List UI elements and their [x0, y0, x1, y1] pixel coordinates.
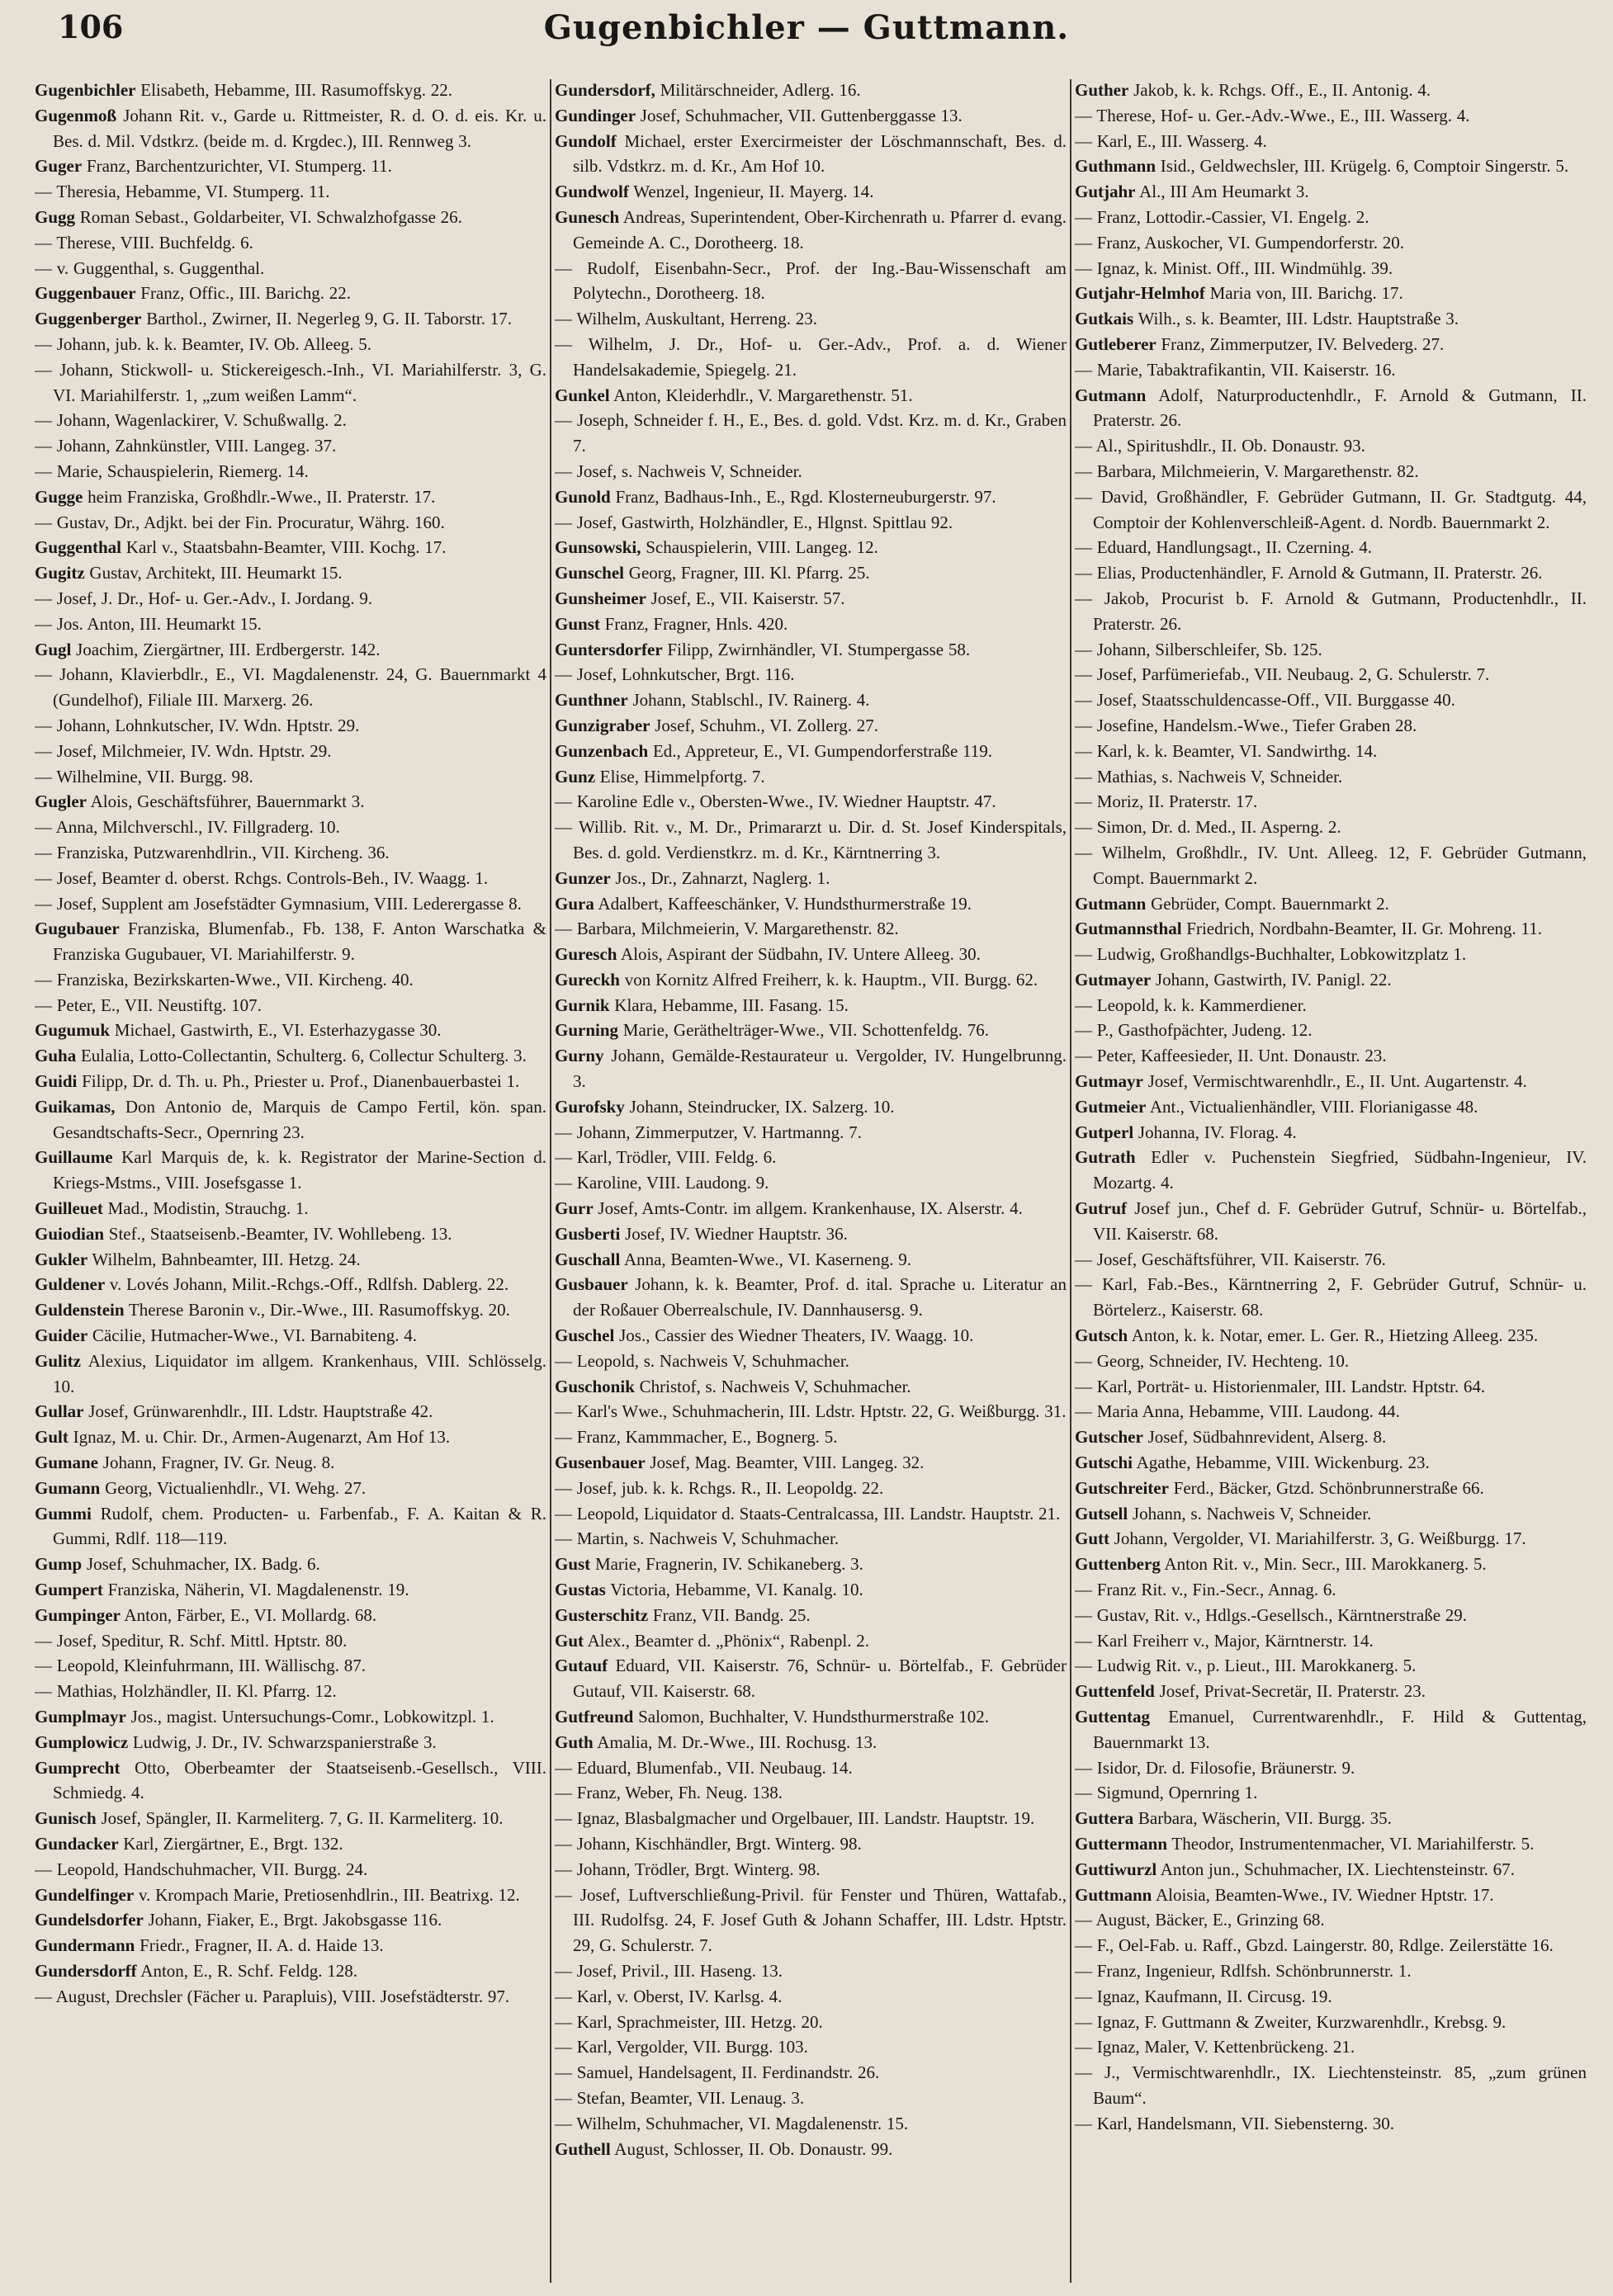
columns-container — [35, 78, 1587, 2289]
directory-entry: Guschall Anna, Beamten-Wwe., VI. Kaserneng. 9. — [555, 1249, 911, 1269]
directory-entry: Gundersdorff Anton, E., R. Schf. Feldg. 128. — [35, 1960, 357, 1981]
directory-entry: Gulitz Alexius, Liquidator im allgem. Krankenhaus, VIII. Schlösselg. 10. — [35, 1350, 546, 1396]
directory-entry: — Barbara, Milchmeierin, V. Margarethenstr. 82. — [1075, 461, 1419, 481]
directory-entry: Guntersdorfer Filipp, Zwirnhändler, VI. Stumpergasse 58. — [555, 639, 971, 659]
directory-entry: Guttentag Emanuel, Currentwarenhdlr., F. Hild & Guttentag, Bauernmarkt 13. — [1075, 1707, 1587, 1752]
directory-entry: — Karl, Vergolder, VII. Burgg. 103. — [555, 2037, 808, 2057]
directory-entry: Guggenberger Barthol., Zwirner, II. Negerleg 9, G. II. Taborstr. 17. — [35, 309, 512, 329]
directory-entry: Gunzenbach Ed., Appreteur, E., VI. Gumpendorferstraße 119. — [555, 740, 992, 761]
directory-entry: Gureckh von Kornitz Alfred Freiherr, k. k. Hauptm., VII. Burgg. 62. — [555, 969, 1038, 990]
directory-entry: Guttera Barbara, Wäscherin, VII. Burgg. 35. — [1075, 1808, 1392, 1829]
directory-entry: Gunzer Jos., Dr., Zahnarzt, Naglerg. 1. — [555, 867, 830, 888]
directory-entry: — Karl, Fab.-Bes., Kärntnerring 2, F. Gebrüder Gutruf, Schnür- u. Börtelerz., Kaiserstr. 68. — [1075, 1274, 1587, 1320]
directory-entry: — Josef, Gastwirth, Holzhändler, E., Hlgnst. Spittlau 92. — [555, 512, 953, 532]
directory-entry: Guiodian Stef., Staatseisenb.-Beamter, IV. Wohllebeng. 13. — [35, 1223, 452, 1244]
directory-entry: Gutmeier Ant., Victualienhändler, VIII. Florianigasse 48. — [1075, 1096, 1478, 1117]
directory-entry: — Johann, Stickwoll- u. Stickereigesch.-Inh., VI. Mariahilferstr. 3, G. VI. Mariahilferstr. 1, „zum weißen Lamm“. — [35, 359, 546, 405]
directory-entry: — Ignaz, Maler, V. Kettenbrückeng. 21. — [1075, 2037, 1355, 2057]
directory-entry: — Rudolf, Eisenbahn-Secr., Prof. der Ing.-Bau-Wissenschaft am Polytechn., Dorotheerg. 18. — [555, 257, 1067, 304]
directory-entry: Gutmayr Josef, Vermischtwarenhdlr., E., II. Unt. Augartenstr. 4. — [1075, 1071, 1527, 1092]
directory-entry: — Johann, Trödler, Brgt. Winterg. 98. — [555, 1859, 821, 1879]
directory-entry: Gurnik Klara, Hebamme, III. Fasang. 15. — [555, 994, 849, 1015]
directory-entry: Guilleuet Mad., Modistin, Strauchg. 1. — [35, 1198, 309, 1219]
directory-entry: — David, Großhändler, F. Gebrüder Gutmann, II. Gr. Stadtgutg. 44, Comptoir der Kohlenverschleiß-Agent. d. Nordb. Bauernmarkt 2. — [1075, 486, 1587, 532]
directory-entry: Gugenmoß Johann Rit. v., Garde u. Rittmeister, R. d. O. d. eis. Kr. u. Bes. d. Mil. Vdstkrz. (beide m. d. Krgdec.), III. Rennweg 3. — [35, 105, 546, 151]
directory-entry: — Wilhelm, Großhdlr., IV. Unt. Alleeg. 12, F. Gebrüder Gutmann, Compt. Bauernmarkt 2. — [1075, 842, 1587, 888]
directory-entry: Gunesch Andreas, Superintendent, Ober-Kirchenrath u. Pfarrer d. evang. Gemeinde A. C., Dorotheerg. 18. — [555, 206, 1067, 253]
directory-entry: Gusterschitz Franz, VII. Bandg. 25. — [555, 1604, 811, 1625]
directory-entry: — August, Bäcker, E., Grinzing 68. — [1075, 1910, 1325, 1930]
directory-entry: — Stefan, Beamter, VII. Lenaug. 3. — [555, 2087, 805, 2108]
directory-entry: Gumpinger Anton, Färber, E., VI. Mollardg. 68. — [35, 1604, 377, 1625]
directory-entry: — Mathias, Holzhändler, II. Kl. Pfarrg. 12. — [35, 1681, 337, 1702]
directory-entry: — Moriz, II. Praterstr. 17. — [1075, 791, 1258, 812]
directory-entry: Guttiwurzl Anton jun., Schuhmacher, IX. Liechtensteinstr. 67. — [1075, 1859, 1515, 1879]
directory-entry: Guha Eulalia, Lotto-Collectantin, Schulterg. 6, Collectur Schulterg. 3. — [35, 1046, 527, 1066]
directory-entry: Guggenbauer Franz, Offic., III. Barichg. 22. — [35, 283, 351, 304]
directory-entry: — Franz, Weber, Fh. Neug. 138. — [555, 1783, 783, 1803]
directory-entry: Gundelfinger v. Krompach Marie, Pretiosenhdlrin., III. Beatrixg. 12. — [35, 1884, 520, 1905]
directory-entry: Gutjahr-Helmhof Maria von, III. Barichg. 17. — [1075, 283, 1403, 304]
directory-entry: Guldenstein Therese Baronin v., Dir.-Wwe., III. Rasumoffskyg. 20. — [35, 1300, 510, 1320]
directory-entry: Gutrath Edler v. Puchenstein Siegfried, Südbahn-Ingenieur, IV. Mozartg. 4. — [1075, 1147, 1587, 1193]
directory-entry: — Franz, Auskocher, VI. Gumpendorferstr. 20. — [1075, 232, 1405, 253]
directory-entry: Gutjahr Al., III Am Heumarkt 3. — [1075, 182, 1309, 202]
directory-entry: — Anna, Milchverschl., IV. Fillgraderg. 10. — [35, 817, 340, 838]
directory-entry: Gugenbichler Elisabeth, Hebamme, III. Rasumoffskyg. 22. — [35, 80, 453, 100]
directory-entry: Gunschel Georg, Fragner, III. Kl. Pfarrg. 25. — [555, 563, 870, 583]
directory-entry: Gundinger Josef, Schuhmacher, VII. Guttenberggasse 13. — [555, 105, 963, 125]
directory-entry: Gullar Josef, Grünwarenhdlr., III. Ldstr. Hauptstraße 42. — [35, 1401, 433, 1422]
directory-entry: — Johann, Lohnkutscher, IV. Wdn. Hptstr. 29. — [35, 715, 360, 735]
directory-entry: Gundermann Friedr., Fragner, II. A. d. Haide 13. — [35, 1935, 384, 1956]
directory-entry: Gutperl Johanna, IV. Florag. 4. — [1075, 1122, 1297, 1142]
directory-entry: Gutfreund Salomon, Buchhalter, V. Hundsthurmerstraße 102. — [555, 1707, 990, 1727]
directory-entry: Guider Cäcilie, Hutmacher-Wwe., VI. Barnabiteng. 4. — [35, 1325, 417, 1346]
directory-entry: Gunold Franz, Badhaus-Inh., E., Rgd. Klosterneuburgerstr. 97. — [555, 486, 996, 507]
directory-entry: Gusenbauer Josef, Mag. Beamter, VIII. Langeg. 32. — [555, 1453, 925, 1473]
directory-entry: Gutscher Josef, Südbahnrevident, Alserg. 8. — [1075, 1427, 1387, 1448]
directory-entry: — Jakob, Procurist b. F. Arnold & Gutmann, Productenhdlr., II. Praterstr. 26. — [1075, 588, 1587, 634]
directory-entry: Gutmannsthal Friedrich, Nordbahn-Beamter, II. Gr. Mohreng. 11. — [1075, 919, 1542, 939]
directory-entry: — Joseph, Schneider f. H., E., Bes. d. gold. Vdst. Krz. m. d. Kr., Graben 7. — [555, 410, 1067, 456]
directory-entry: — Josef, Speditur, R. Schf. Mittl. Hptstr. 80. — [35, 1630, 348, 1651]
directory-entry: — Karl, k. k. Beamter, VI. Sandwirthg. 14. — [1075, 740, 1378, 761]
directory-entry: Gunsowski, Schauspielerin, VIII. Langeg. 12. — [555, 537, 878, 558]
directory-entry: — Franz, Kammmacher, E., Bognerg. 5. — [555, 1427, 838, 1448]
directory-entry: — Josef, Luftverschließung-Privil. für Fenster und Thüren, Wattafab., III. Rudolfsg. 24, F. Josef Guth & Johann Schaffer, III. Ldstr. Hptstr. 29, G. Schulerstr. 7. — [555, 1884, 1067, 1956]
directory-entry: — Ludwig Rit. v., p. Lieut., III. Marokkanerg. 5. — [1075, 1656, 1417, 1676]
directory-entry: — Karoline, VIII. Laudong. 9. — [555, 1173, 769, 1193]
running-head: Gugenbichler — Guttmann. — [543, 8, 1070, 47]
directory-entry: — Karl, Handelsmann, VII. Siebensterng. 30. — [1075, 2113, 1395, 2133]
directory-entry: — Ignaz, Kaufmann, II. Circusg. 19. — [1075, 1986, 1332, 2006]
directory-entry: Gusberti Josef, IV. Wiedner Hauptstr. 36. — [555, 1223, 848, 1244]
directory-entry: — Karoline Edle v., Obersten-Wwe., IV. Wiedner Hauptstr. 47. — [555, 791, 996, 812]
directory-entry: Gunz Elise, Himmelpfortg. 7. — [555, 766, 765, 787]
directory-entry: — Gustav, Rit. v., Hdlgs.-Gesellsch., Kärntnerstraße 29. — [1075, 1604, 1468, 1625]
directory-entry: — Wilhelm, Schuhmacher, VI. Magdalenenstr. 15. — [555, 2113, 909, 2133]
directory-entry: Gump Josef, Schuhmacher, IX. Badg. 6. — [35, 1554, 320, 1575]
directory-entry: — Willib. Rit. v., M. Dr., Primararzt u. Dir. d. St. Josef Kinderspitals, Bes. d. gold. Verdienstkrz. m. d. Kr., Kärntnerring 3. — [555, 817, 1067, 862]
directory-entry: — Ludwig, Großhandlgs-Buchhalter, Lobkowitzplatz 1. — [1075, 944, 1467, 965]
directory-entry: Gundacker Karl, Ziergärtner, E., Brgt. 132. — [35, 1833, 343, 1854]
directory-entry: — Peter, E., VII. Neustiftg. 107. — [35, 994, 262, 1015]
directory-entry: Gutmann Adolf, Naturproductenhdlr., F. Arnold & Gutmann, II. Praterstr. 26. — [1075, 385, 1587, 431]
directory-entry: Gutschi Agathe, Hebamme, VIII. Wickenburg. 23. — [1075, 1453, 1430, 1473]
directory-entry: — Franz, Ingenieur, Rdlfsh. Schönbrunnerstr. 1. — [1075, 1960, 1412, 1981]
directory-entry: Guger Franz, Barchentzurichter, VI. Stumperg. 11. — [35, 156, 392, 177]
directory-entry: Gundersdorf, Militärschneider, Adlerg. 16. — [555, 80, 861, 100]
directory-entry: — August, Drechsler (Fächer u. Parapluis), VIII. Josefstädterstr. 97. — [35, 1986, 510, 2006]
directory-entry: Gutkais Wilh., s. k. Beamter, III. Ldstr. Hauptstraße 3. — [1075, 309, 1459, 329]
directory-entry: Gumann Georg, Victualienhdlr., VI. Wehg. 27. — [35, 1477, 367, 1498]
directory-entry: Gust Marie, Fragnerin, IV. Schikaneberg. 3. — [555, 1554, 863, 1575]
directory-entry: — Al., Spiritushdlr., II. Ob. Donaustr. 93. — [1075, 436, 1365, 456]
directory-entry: — Johann, Wagenlackirer, V. Schußwallg. 2. — [35, 410, 347, 431]
directory-entry: Gutsell Johann, s. Nachweis V, Schneider. — [1075, 1503, 1372, 1524]
directory-entry: — Johann, Klavierbdlr., E., VI. Magdalenenstr. 24, G. Bauernmarkt 4 (Gundelhof), Filiale III. Marxerg. 26. — [35, 664, 546, 711]
directory-entry: Gutmann Gebrüder, Compt. Bauernmarkt 2. — [1075, 893, 1389, 914]
directory-entry: — Marie, Schauspielerin, Riemerg. 14. — [35, 461, 309, 481]
directory-entry: — Josefine, Handelsm.-Wwe., Tiefer Graben 28. — [1075, 715, 1417, 735]
directory-entry: — Josef, Supplent am Josefstädter Gymnasium, VIII. Lederergasse 8. — [35, 893, 522, 914]
directory-entry: — Karl, Porträt- u. Historienmaler, III. Landstr. Hptstr. 64. — [1075, 1376, 1486, 1396]
directory-entry: — Theresia, Hebamme, VI. Stumperg. 11. — [35, 182, 330, 202]
directory-entry: Gunst Franz, Fragner, Hnls. 420. — [555, 613, 788, 634]
directory-entry: Gumprecht Otto, Oberbeamter der Staatseisenb.-Gesellsch., VIII. Schmiedg. 4. — [35, 1757, 546, 1803]
directory-entry: Gurny Johann, Gemälde-Restaurateur u. Vergolder, IV. Hungelbrunng. 3. — [555, 1046, 1067, 1092]
directory-entry: — Wilhelm, J. Dr., Hof- u. Ger.-Adv., Prof. a. d. Wiener Handelsakademie, Spiegelg. 21. — [555, 333, 1067, 380]
directory-entry: — Josef, Geschäftsführer, VII. Kaiserstr. 76. — [1075, 1249, 1386, 1269]
directory-entry: — Josef, jub. k. k. Rchgs. R., II. Leopoldg. 22. — [555, 1477, 884, 1498]
directory-entry: Gugl Joachim, Ziergärtner, III. Erdbergerstr. 142. — [35, 639, 381, 659]
directory-entry: — Samuel, Handelsagent, II. Ferdinandstr. 26. — [555, 2062, 880, 2083]
directory-entry: Guttermann Theodor, Instrumentenmacher, VI. Mariahilferstr. 5. — [1075, 1833, 1535, 1854]
directory-entry: Guidi Filipp, Dr. d. Th. u. Ph., Priester u. Prof., Dianenbauerbastei 1. — [35, 1071, 520, 1092]
directory-entry: — Karl Freiherr v., Major, Kärntnerstr. 14. — [1075, 1630, 1374, 1651]
directory-entry: Gunkel Anton, Kleiderhdlr., V. Margarethenstr. 51. — [555, 385, 913, 405]
directory-entry: Gutt Johann, Vergolder, VI. Mariahilferstr. 3, G. Weißburgg. 17. — [1075, 1528, 1526, 1549]
directory-entry: — Sigmund, Opernring 1. — [1075, 1783, 1258, 1803]
directory-entry: — Josef, Parfümeriefab., VII. Neubaug. 2, G. Schulerstr. 7. — [1075, 664, 1490, 685]
directory-entry: — Martin, s. Nachweis V, Schuhmacher. — [555, 1528, 840, 1549]
directory-entry: — Franziska, Bezirkskarten-Wwe., VII. Kircheng. 40. — [35, 969, 414, 990]
directory-entry: — Josef, Privil., III. Haseng. 13. — [555, 1960, 783, 1981]
column-2 — [555, 78, 1067, 2289]
directory-entry: — Ignaz, k. Minist. Off., III. Windmühlg. 39. — [1075, 257, 1393, 278]
directory-entry: Gutmayer Johann, Gastwirth, IV. Panigl. 22. — [1075, 969, 1392, 990]
directory-entry: Gutschreiter Ferd., Bäcker, Gtzd. Schönbrunnerstraße 66. — [1075, 1477, 1484, 1498]
directory-entry: Guillaume Karl Marquis de, k. k. Registrator der Marine-Section d. Kriegs-Mstms., VIII. Josefsgasse 1. — [35, 1147, 546, 1193]
directory-entry: — Johann, Zimmerputzer, V. Hartmanng. 7. — [555, 1122, 862, 1142]
directory-entry: — J., Vermischtwarenhdlr., IX. Liechtensteinstr. 85, „zum grünen Baum“. — [1075, 2062, 1587, 2108]
directory-entry: — Josef, Staatsschuldencasse-Off., VII. Burggasse 40. — [1075, 690, 1455, 711]
directory-entry: Gutsch Anton, k. k. Notar, emer. L. Ger. R., Hietzing Alleeg. 235. — [1075, 1325, 1539, 1346]
directory-entry: Guthell August, Schlosser, II. Ob. Donaustr. 99. — [555, 2138, 893, 2159]
directory-entry: — Johann, jub. k. k. Beamter, IV. Ob. Alleeg. 5. — [35, 333, 372, 354]
directory-entry: — Leopold, k. k. Kammerdiener. — [1075, 994, 1307, 1015]
directory-entry: Gumplmayr Jos., magist. Untersuchungs-Comr., Lobkowitzpl. 1. — [35, 1707, 494, 1727]
directory-entry: Guresch Alois, Aspirant der Südbahn, IV. Untere Alleeg. 30. — [555, 944, 981, 965]
directory-entry: — Marie, Tabaktrafikantin, VII. Kaiserstr. 16. — [1075, 359, 1396, 380]
directory-entry: Gunsheimer Josef, E., VII. Kaiserstr. 57. — [555, 588, 845, 608]
directory-entry: — Mathias, s. Nachweis V, Schneider. — [1075, 766, 1343, 787]
directory-entry: — Eduard, Handlungsagt., II. Czerning. 4. — [1075, 537, 1373, 558]
directory-entry: — Josef, Beamter d. oberst. Rchgs. Controls-Beh., IV. Waagg. 1. — [35, 867, 489, 888]
directory-entry: — Barbara, Milchmeierin, V. Margarethenstr. 82. — [555, 919, 899, 939]
directory-entry: — Leopold, Liquidator d. Staats-Centralcassa, III. Landstr. Hauptstr. 21. — [555, 1503, 1061, 1524]
directory-entry: — Karl, Trödler, VIII. Feldg. 6. — [555, 1147, 777, 1168]
directory-entry: Gurofsky Johann, Steindrucker, IX. Salzerg. 10. — [555, 1096, 895, 1117]
directory-entry: Guthmann Isid., Geldwechsler, III. Krügelg. 6, Comptoir Singerstr. 5. — [1075, 156, 1569, 177]
directory-entry: — Simon, Dr. d. Med., II. Asperng. 2. — [1075, 817, 1341, 838]
directory-entry: — Jos. Anton, III. Heumarkt 15. — [35, 613, 262, 634]
directory-entry: Gundolf Michael, erster Exercirmeister der Löschmannschaft, Bes. d. silb. Vdstkrz. m. d. Kr., Am Hof 10. — [555, 130, 1067, 177]
directory-entry: Gutauf Eduard, VII. Kaiserstr. 76, Schnür- u. Börtelfab., F. Gebrüder Gutauf, VII. Kaiserstr. 68. — [555, 1656, 1067, 1702]
directory-entry: Gut Alex., Beamter d. „Phönix“, Rabenpl. 2. — [555, 1630, 869, 1651]
directory-entry: — Gustav, Dr., Adjkt. bei der Fin. Procuratur, Währg. 160. — [35, 512, 445, 532]
directory-entry: — Josef, s. Nachweis V, Schneider. — [555, 461, 802, 481]
directory-entry: Gustas Victoria, Hebamme, VI. Kanalg. 10. — [555, 1580, 863, 1600]
directory-entry: Gumpert Franziska, Näherin, VI. Magdalenenstr. 19. — [35, 1580, 409, 1600]
page-number: 106 — [58, 8, 124, 45]
directory-entry: — Karl, E., III. Wasserg. 4. — [1075, 130, 1267, 151]
directory-entry: Gugubauer Franziska, Blumenfab., Fb. 138, F. Anton Warschatka & Franziska Gugubauer, VI. Mariahilferstr. 9. — [35, 919, 546, 965]
directory-entry: — Karl, Sprachmeister, III. Hetzg. 20. — [555, 2011, 823, 2032]
directory-entry: — Eduard, Blumenfab., VII. Neubaug. 14. — [555, 1757, 853, 1778]
directory-entry: — Franz Rit. v., Fin.-Secr., Annag. 6. — [1075, 1580, 1336, 1600]
directory-entry: — Georg, Schneider, IV. Hechteng. 10. — [1075, 1350, 1350, 1371]
directory-entry: Guth Amalia, M. Dr.-Wwe., III. Rochusg. 13. — [555, 1731, 877, 1752]
directory-entry: Gurning Marie, Geräthelträger-Wwe., VII. Schottenfeldg. 76. — [555, 1020, 989, 1041]
directory-entry: Guikamas, Don Antonio de, Marquis de Campo Fertil, kön. span. Gesandtschafts-Secr., Opernring 23. — [35, 1096, 546, 1142]
directory-entry: — Josef, J. Dr., Hof- u. Ger.-Adv., I. Jordang. 9. — [35, 588, 373, 608]
directory-entry: Gundwolf Wenzel, Ingenieur, II. Mayerg. 14. — [555, 182, 874, 202]
directory-entry: Gunthner Johann, Stablschl., IV. Rainerg. 4. — [555, 690, 870, 711]
directory-entry: — Wilhelmine, VII. Burgg. 98. — [35, 766, 253, 787]
directory-entry: Gugg Roman Sebast., Goldarbeiter, VI. Schwalzhofgasse 26. — [35, 206, 462, 227]
directory-entry: — Therese, VIII. Buchfeldg. 6. — [35, 232, 253, 253]
directory-entry: — Maria Anna, Hebamme, VIII. Laudong. 44. — [1075, 1401, 1400, 1422]
directory-entry: Gukler Wilhelm, Bahnbeamter, III. Hetzg. 24. — [35, 1249, 361, 1269]
directory-entry: Gult Ignaz, M. u. Chir. Dr., Armen-Augenarzt, Am Hof 13. — [35, 1427, 451, 1448]
directory-entry: — Therese, Hof- u. Ger.-Adv.-Wwe., E., III. Wasserg. 4. — [1075, 105, 1470, 125]
directory-entry: Gusbauer Johann, k. k. Beamter, Prof. d. ital. Sprache u. Literatur an der Roßauer Oberrealschule, IV. Dannhausersg. 9. — [555, 1274, 1067, 1320]
directory-entry: — Karl, v. Oberst, IV. Karlsg. 4. — [555, 1986, 783, 2006]
directory-entry: Gugge heim Franziska, Großhdlr.-Wwe., II. Praterstr. 17. — [35, 486, 436, 507]
column-1 — [35, 78, 546, 2289]
directory-entry: — Josef, Milchmeier, IV. Wdn. Hptstr. 29. — [35, 740, 332, 761]
directory-entry: — Johann, Zahnkünstler, VIII. Langeg. 37. — [35, 436, 337, 456]
directory-entry: Gumane Johann, Fragner, IV. Gr. Neug. 8. — [35, 1453, 335, 1473]
directory-entry: — Franz, Lottodir.-Cassier, VI. Engelg. 2. — [1075, 206, 1369, 227]
directory-entry: — Josef, Lohnkutscher, Brgt. 116. — [555, 664, 795, 685]
directory-entry: — Johann, Kischhändler, Brgt. Winterg. 98. — [555, 1833, 862, 1854]
directory-entry: Guschonik Christof, s. Nachweis V, Schuhmacher. — [555, 1376, 911, 1396]
directory-entry: Gunzigraber Josef, Schuhm., VI. Zollerg. 27. — [555, 715, 878, 735]
directory-entry: — Isidor, Dr. d. Filosofie, Bräunerstr. 9. — [1075, 1757, 1355, 1778]
directory-entry: Gugumuk Michael, Gastwirth, E., VI. Esterhazygasse 30. — [35, 1020, 442, 1041]
directory-entry: Guldener v. Lovés Johann, Milit.-Rchgs.-Off., Rdlfsh. Dablerg. 22. — [35, 1274, 509, 1295]
directory-entry: — P., Gasthofpächter, Judeng. 12. — [1075, 1020, 1313, 1041]
directory-entry: Gura Adalbert, Kaffeeschänker, V. Hundsthurmerstraße 19. — [555, 893, 972, 914]
page-header — [41, 5, 1572, 51]
directory-entry: Gutleberer Franz, Zimmerputzer, IV. Belvederg. 27. — [1075, 333, 1445, 354]
directory-entry: — Leopold, Handschuhmacher, VII. Burgg. 24. — [35, 1859, 368, 1879]
directory-entry: Guttmann Aloisia, Beamten-Wwe., IV. Wiedner Hptstr. 17. — [1075, 1884, 1494, 1905]
directory-entry: Guttenfeld Josef, Privat-Secretär, II. Praterstr. 23. — [1075, 1681, 1426, 1702]
directory-entry: Gugitz Gustav, Architekt, III. Heumarkt 15. — [35, 563, 343, 583]
directory-entry: — v. Guggenthal, s. Guggenthal. — [35, 257, 265, 278]
directory-entry: Gummi Rudolf, chem. Producten- u. Farbenfab., F. A. Kaitan & R. Gummi, Rdlf. 118—119. — [35, 1503, 546, 1549]
directory-entry: — Ignaz, F. Guttmann & Zweiter, Kurzwarenhdlr., Krebsg. 9. — [1075, 2011, 1507, 2032]
directory-entry: — Peter, Kaffeesieder, II. Unt. Donaustr. 23. — [1075, 1046, 1387, 1066]
directory-entry: Gutruf Josef jun., Chef d. F. Gebrüder Gutruf, Schnür- u. Börtelfab., VII. Kaiserstr. 68. — [1075, 1198, 1587, 1244]
directory-entry: Gumplowicz Ludwig, J. Dr., IV. Schwarzspanierstraße 3. — [35, 1731, 437, 1752]
directory-entry: — Wilhelm, Auskultant, Herreng. 23. — [555, 309, 818, 329]
directory-entry: — Leopold, s. Nachweis V, Schuhmacher. — [555, 1350, 849, 1371]
directory-entry: — F., Oel-Fab. u. Raff., Gbzd. Laingerstr. 80, Rdlge. Zeilerstätte 16. — [1075, 1935, 1554, 1956]
directory-entry: Gunisch Josef, Spängler, II. Karmeliterg. 7, G. II. Karmeliterg. 10. — [35, 1808, 504, 1829]
directory-entry: — Franziska, Putzwarenhdlrin., VII. Kircheng. 36. — [35, 842, 390, 862]
directory-entry: Guttenberg Anton Rit. v., Min. Secr., III. Marokkanerg. 5. — [1075, 1554, 1487, 1575]
directory-entry: Guschel Jos., Cassier des Wiedner Theaters, IV. Waagg. 10. — [555, 1325, 974, 1346]
directory-entry: — Ignaz, Blasbalgmacher und Orgelbauer, III. Landstr. Hauptstr. 19. — [555, 1808, 1035, 1829]
directory-entry: Gurr Josef, Amts-Contr. im allgem. Krankenhause, IX. Alserstr. 4. — [555, 1198, 1023, 1219]
directory-entry: Gundelsdorfer Johann, Fiaker, E., Brgt. Jakobsgasse 116. — [35, 1910, 442, 1930]
directory-entry: — Johann, Silberschleifer, Sb. 125. — [1075, 639, 1322, 659]
column-3 — [1075, 78, 1587, 2289]
directory-entry: — Elias, Productenhändler, F. Arnold & Gutmann, II. Praterstr. 26. — [1075, 563, 1543, 583]
directory-entry: — Karl's Wwe., Schuhmacherin, III. Ldstr. Hptstr. 22, G. Weißburgg. 31. — [555, 1401, 1067, 1422]
directory-entry: — Leopold, Kleinfuhrmann, III. Wällischg. 87. — [35, 1656, 367, 1676]
directory-entry: Gugler Alois, Geschäftsführer, Bauernmarkt 3. — [35, 791, 365, 812]
directory-entry: Guggenthal Karl v., Staatsbahn-Beamter, VIII. Kochg. 17. — [35, 537, 447, 558]
directory-entry: Guther Jakob, k. k. Rchgs. Off., E., II. Antonig. 4. — [1075, 80, 1431, 100]
